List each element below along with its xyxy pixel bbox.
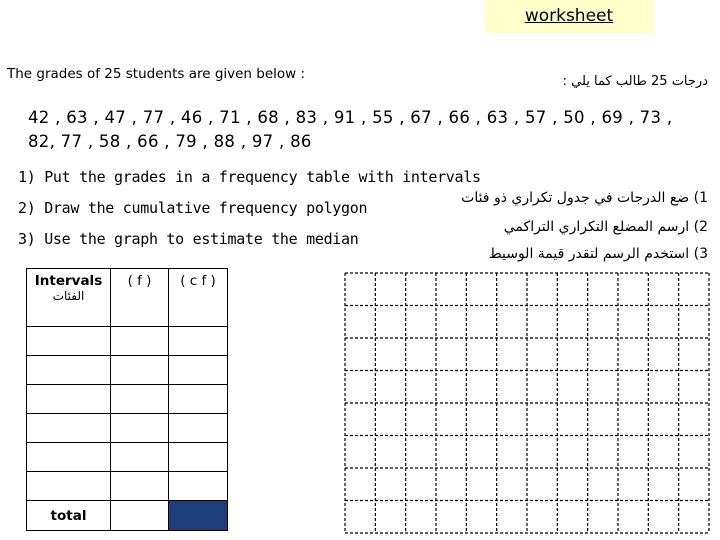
worksheet-title: worksheet — [524, 6, 614, 26]
header-intervals: Intervals — [34, 273, 103, 289]
table-row — [27, 472, 228, 501]
intro-text-arabic: درجات 25 طالب كما يلي : — [562, 74, 708, 89]
f-cell[interactable] — [111, 356, 169, 385]
header-cf: ( c f ) — [169, 269, 228, 327]
f-cell[interactable] — [111, 443, 169, 472]
table-row — [27, 385, 228, 414]
total-cf-cell-shaded — [169, 501, 228, 531]
interval-cell[interactable] — [27, 472, 111, 501]
question-2: 2) Draw the cumulative frequency polygon — [18, 199, 368, 217]
f-cell[interactable] — [111, 385, 169, 414]
question-1-arabic: 1) ضع الدرجات في جدول تكراري ذو فئات — [461, 190, 708, 206]
cf-cell[interactable] — [169, 385, 228, 414]
grades-line-2: 82, 77 , 58 , 66 , 79 , 88 , 97 , 86 — [28, 132, 312, 151]
header-f: ( f ) — [111, 269, 169, 327]
interval-cell[interactable] — [27, 385, 111, 414]
table-row — [27, 356, 228, 385]
header-intervals-arabic: الفئات — [52, 289, 85, 303]
intro-text: The grades of 25 students are given below : — [7, 66, 306, 82]
f-cell[interactable] — [111, 472, 169, 501]
cf-cell[interactable] — [169, 443, 228, 472]
table-row — [27, 414, 228, 443]
f-cell[interactable] — [111, 414, 169, 443]
table-header-row — [27, 269, 228, 327]
interval-cell[interactable] — [27, 327, 111, 356]
table-row — [27, 443, 228, 472]
question-1: 1) Put the grades in a frequency table with intervals — [18, 168, 481, 186]
grades-line-1: 42 , 63 , 47 , 77 , 46 , 71 , 68 , 83 , 91 , 55 , 67 , 66 , 63 , 57 , 50 , 69 , 73 , — [28, 108, 673, 127]
total-f-cell[interactable] — [111, 501, 169, 531]
cf-cell[interactable] — [169, 414, 228, 443]
interval-cell[interactable] — [27, 443, 111, 472]
table-row — [27, 327, 228, 356]
worksheet-title-badge — [485, 0, 653, 33]
f-cell[interactable] — [111, 327, 169, 356]
question-2-arabic: 2) ارسم المضلع التكراري التراكمي — [503, 219, 708, 235]
interval-cell[interactable] — [27, 414, 111, 443]
graph-grid[interactable] — [343, 271, 711, 535]
interval-cell[interactable] — [27, 356, 111, 385]
header-intervals-cell — [27, 269, 111, 327]
question-3-arabic: 3) استخدم الرسم لتقدر قيمة الوسيط — [488, 246, 708, 262]
cf-cell[interactable] — [169, 327, 228, 356]
grid-lines — [345, 273, 709, 533]
frequency-table — [26, 268, 228, 531]
question-3: 3) Use the graph to estimate the median — [18, 230, 359, 248]
cf-cell[interactable] — [169, 472, 228, 501]
total-label: total — [27, 501, 111, 531]
table-total-row — [27, 501, 228, 531]
cf-cell[interactable] — [169, 356, 228, 385]
